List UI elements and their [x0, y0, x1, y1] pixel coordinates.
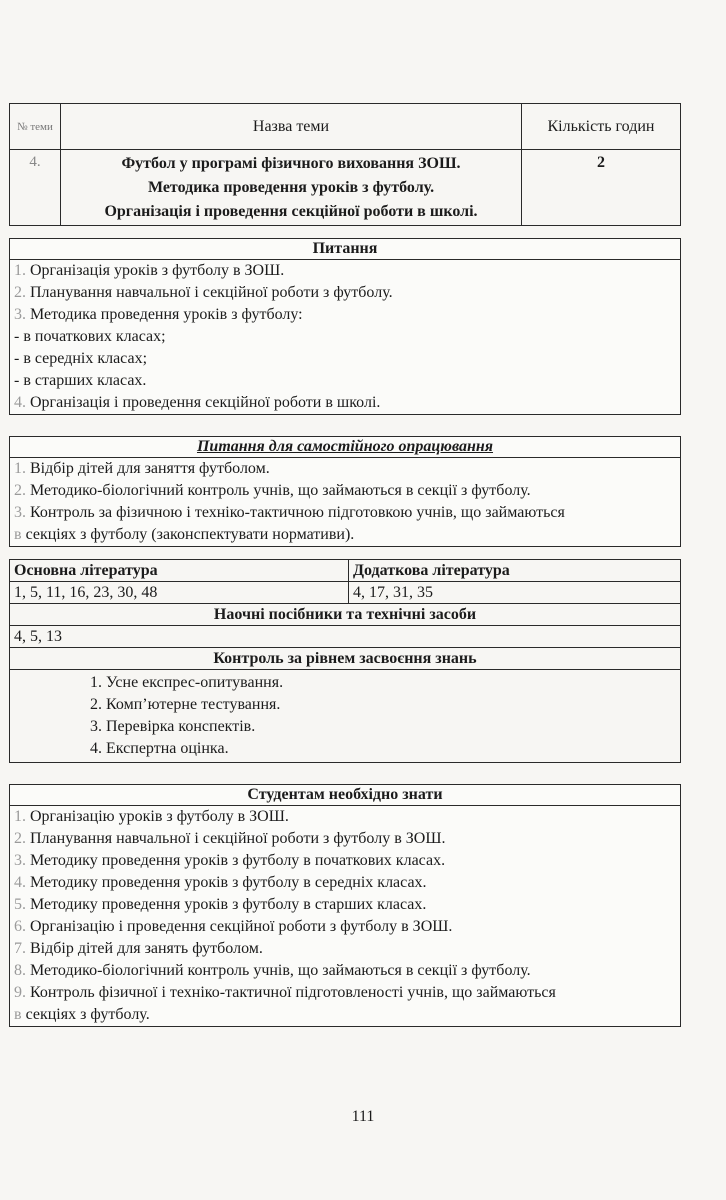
control-list — [10, 670, 681, 763]
list-item: 6. Організацію і проведення секційної роботи з футболу в ЗОШ. — [14, 918, 453, 935]
list-item: 1. Організація уроків з футболу в ЗОШ. — [14, 262, 285, 279]
list-item: 1. Відбір дітей для заняття футболом. — [14, 460, 270, 477]
list-item: 8. Методико-біологічний контроль учнів, що займаються в секції з футболу. — [14, 962, 531, 979]
page-number: 111 — [351, 1108, 375, 1125]
list-item: 1. Організацію уроків з футболу в ЗОШ. — [14, 808, 289, 825]
list-item: 3. Методика проведення уроків з футболу: — [14, 306, 303, 323]
must-know-block — [9, 784, 681, 1027]
control-title: Контроль за рівнем засвоєння знань — [10, 648, 681, 670]
list-item: 9. Контроль фізичної і техніко-тактичної підготовленості учнів, що займаються — [14, 984, 556, 1001]
topic-title — [61, 150, 522, 226]
list-item: 2. Комп’ютерне тестування. — [106, 694, 680, 716]
main-literature-values: 1, 5, 11, 16, 23, 30, 48 — [10, 582, 349, 604]
hours-value: 2 — [522, 150, 681, 226]
topic-line: Методика проведення уроків з футболу. — [147, 179, 435, 196]
col-header-hours: Кількість годин — [522, 104, 681, 150]
list-item: 5. Методику проведення уроків з футболу в старших класах. — [14, 896, 427, 913]
list-item: 7. Відбір дітей для занять футболом. — [14, 940, 263, 957]
extra-literature-values: 4, 17, 31, 35 — [349, 582, 681, 604]
list-item: 4. Експертна оцінка. — [106, 738, 680, 760]
list-item: в секціях з футболу (законспектувати нормативи). — [14, 526, 355, 543]
list-item: - в початкових класах; — [14, 328, 166, 345]
main-literature-title: Основна література — [10, 560, 349, 582]
questions-block — [9, 238, 681, 415]
aids-values: 4, 5, 13 — [10, 626, 681, 648]
topic-line: Футбол у програмі фізичного виховання ЗОШ. — [121, 155, 461, 172]
row-number: 4. — [10, 150, 61, 226]
list-item: 2. Планування навчальної і секційної роботи з футболу в ЗОШ. — [14, 830, 446, 847]
list-item: - в середніх класах; — [14, 350, 148, 367]
list-item: 4. Організація і проведення секційної роботи в школі. — [14, 394, 381, 411]
list-item: в секціях з футболу. — [14, 1006, 150, 1023]
topic-table — [9, 103, 681, 226]
aids-title: Наочні посібники та технічні засоби — [10, 604, 681, 626]
col-header-number: № теми — [10, 104, 61, 150]
list-item: - в старших класах. — [14, 372, 147, 389]
list-item: 2. Планування навчальної і секційної роботи з футболу. — [14, 284, 393, 301]
list-item: 3. Перевірка конспектів. — [106, 716, 680, 738]
topic-line: Організація і проведення секційної роботи в школі. — [104, 203, 478, 220]
list-item: 1. Усне експрес-опитування. — [106, 672, 680, 694]
self-study-title: Питання для самостійного опрацювання — [10, 437, 680, 458]
must-know-title: Студентам необхідно знати — [10, 785, 680, 806]
list-item: 3. Методику проведення уроків з футболу в початкових класах. — [14, 852, 446, 869]
extra-literature-title: Додаткова література — [349, 560, 681, 582]
list-item: 3. Контроль за фізичною і техніко-тактичною підготовкою учнів, що займаються — [14, 504, 565, 521]
col-header-topic: Назва теми — [61, 104, 522, 150]
self-study-block — [9, 436, 681, 547]
list-item: 4. Методику проведення уроків з футболу в середніх класах. — [14, 874, 427, 891]
list-item: 2. Методико-біологічний контроль учнів, що займаються в секції з футболу. — [14, 482, 531, 499]
questions-title: Питання — [10, 239, 680, 260]
literature-block — [9, 559, 681, 763]
